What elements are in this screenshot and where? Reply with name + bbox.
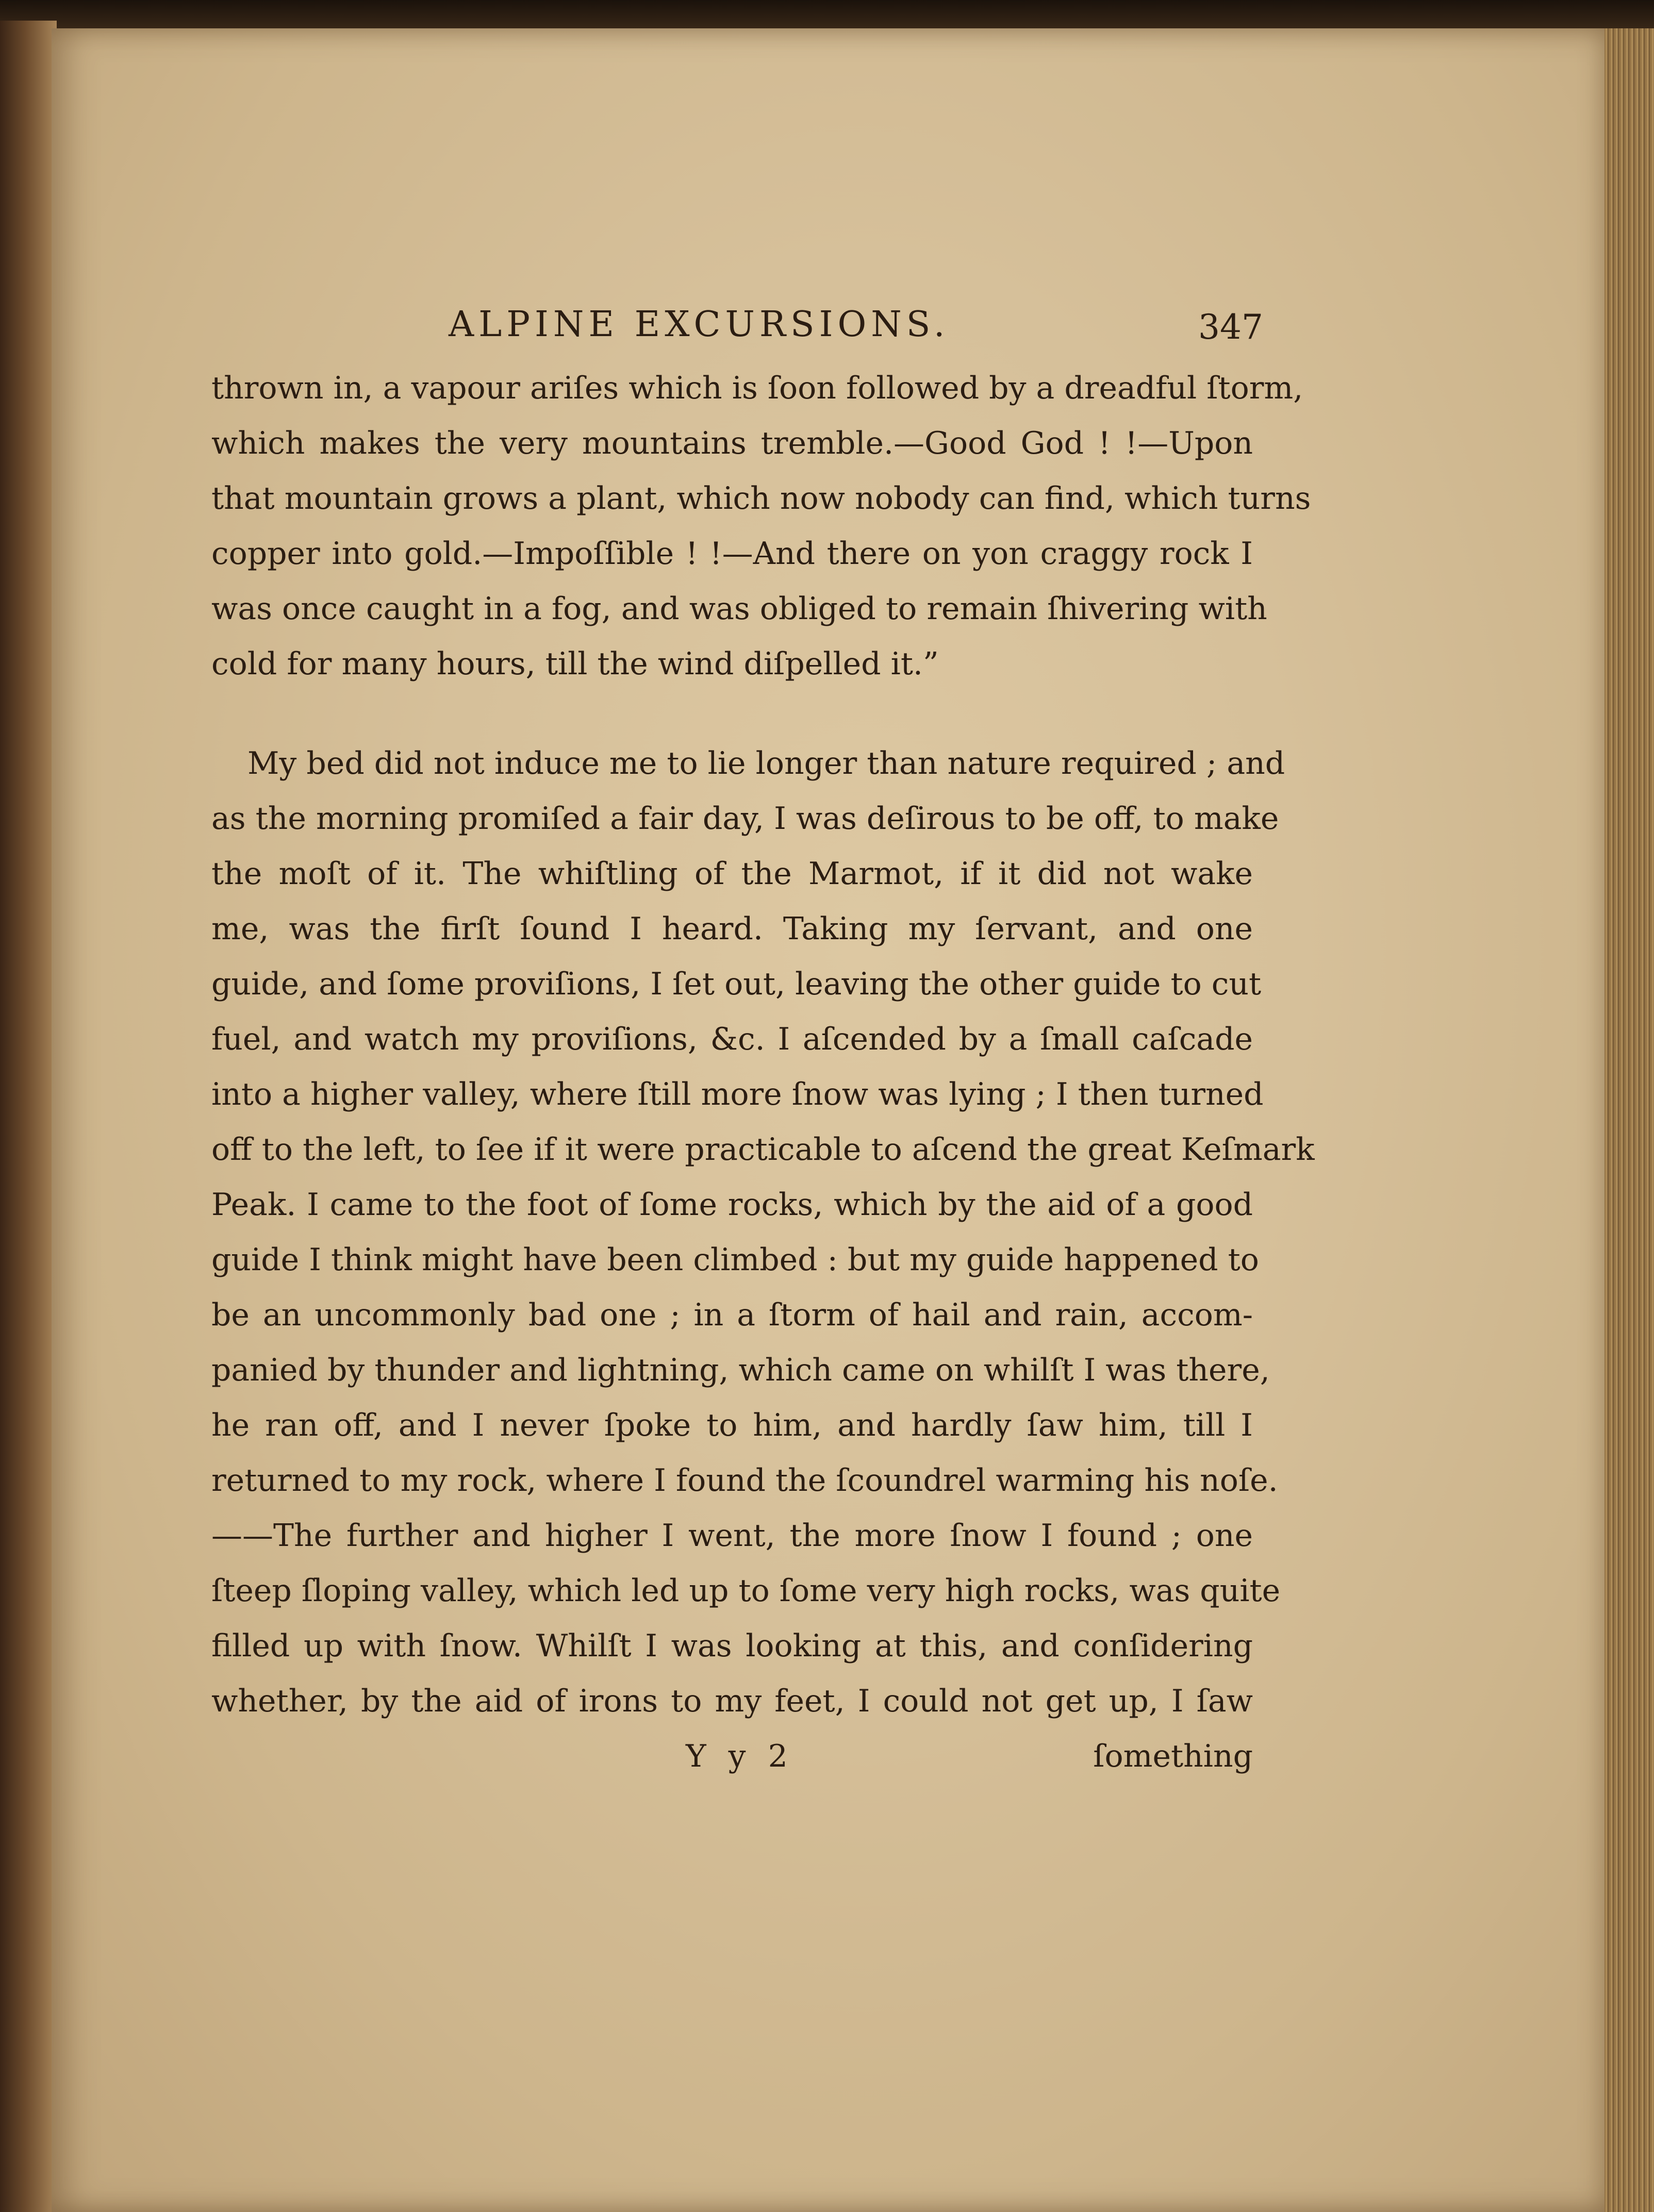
text-line: as the morning promiſed a fair day, I was deſirous to be off, to make [211,801,1279,837]
catchword: ſomething [1093,1738,1253,1774]
text-line: guide I think might have been climbed : but my guide happened to [211,1242,1259,1278]
scan-top-border [0,0,1654,31]
page-footer [211,1729,1253,1784]
signature-mark: Y y 2 [686,1738,794,1774]
paragraph-2 [211,736,1315,1729]
text-line: ſteep ſloping valley, which led up to ſome very high rocks, was quite [211,1573,1281,1609]
text-line: thrown in, a vapour ariſes which is ſoon followed by a dreadful ſtorm, [211,370,1303,406]
text-line: he ran off, and I never ſpoke to him, and hardly ſaw him, till I [211,1407,1253,1443]
text-line: Peak. I came to the foot of ſome rocks, which by the aid of a good [211,1187,1253,1223]
text-line: My bed did not induce me to lie longer than nature required ; and [247,745,1285,781]
text-line: which makes the very mountains tremble.—Good God ! !—Upon [211,425,1253,461]
text-line: the moſt of it. The whiſtling of the Marmot, if it did not wake [211,856,1253,892]
text-line: me, was the firſt ſound I heard. Taking my ſervant, and one [211,911,1253,947]
text-line: filled up with ſnow. Whilſt I was looking at this, and conſidering [211,1628,1253,1664]
page-edges [1605,28,1654,2212]
text-line: cold for many hours, till the wind diſpelled it.” [211,646,939,682]
text-line: guide, and ſome proviſions, I ſet out, leaving the other guide to cut [211,966,1262,1002]
paragraph-gap [211,692,1253,736]
text-line: into a higher valley, where ſtill more ſnow was lying ; I then turned [211,1076,1264,1112]
page-number: 347 [1198,307,1263,347]
text-line: off to the left, to ſee if it were practicable to aſcend the great Keſmark [211,1132,1315,1168]
text-line: ——The further and higher I went, the more ſnow I found ; one [211,1518,1253,1554]
text-line: fuel, and watch my proviſions, &c. I aſcended by a ſmall caſcade [211,1021,1253,1057]
text-line: that mountain grows a plant, which now nobody can find, which turns [211,480,1311,517]
running-head-title: ALPINE EXCURSIONS. [449,304,950,345]
book-gutter [0,21,57,2212]
text-line: was once caught in a fog, and was obliged to remain ſhivering with [211,591,1267,627]
text-line: whether, by the aid of irons to my feet, I could not get up, I ſaw [211,1683,1253,1719]
text-line: be an uncommonly bad one ; in a ſtorm of hail and rain, accom- [211,1297,1253,1333]
text-block [211,304,1315,1784]
text-line: panied by thunder and lightning, which came on whilſt I was there, [211,1352,1270,1388]
running-head [211,304,1263,361]
paragraph-1 [211,361,1311,692]
text-line: copper into gold.—Impoſſible ! !—And there on yon craggy rock I [211,536,1253,572]
text-line: returned to my rock, where I found the ſcoundrel warming his noſe. [211,1462,1278,1499]
